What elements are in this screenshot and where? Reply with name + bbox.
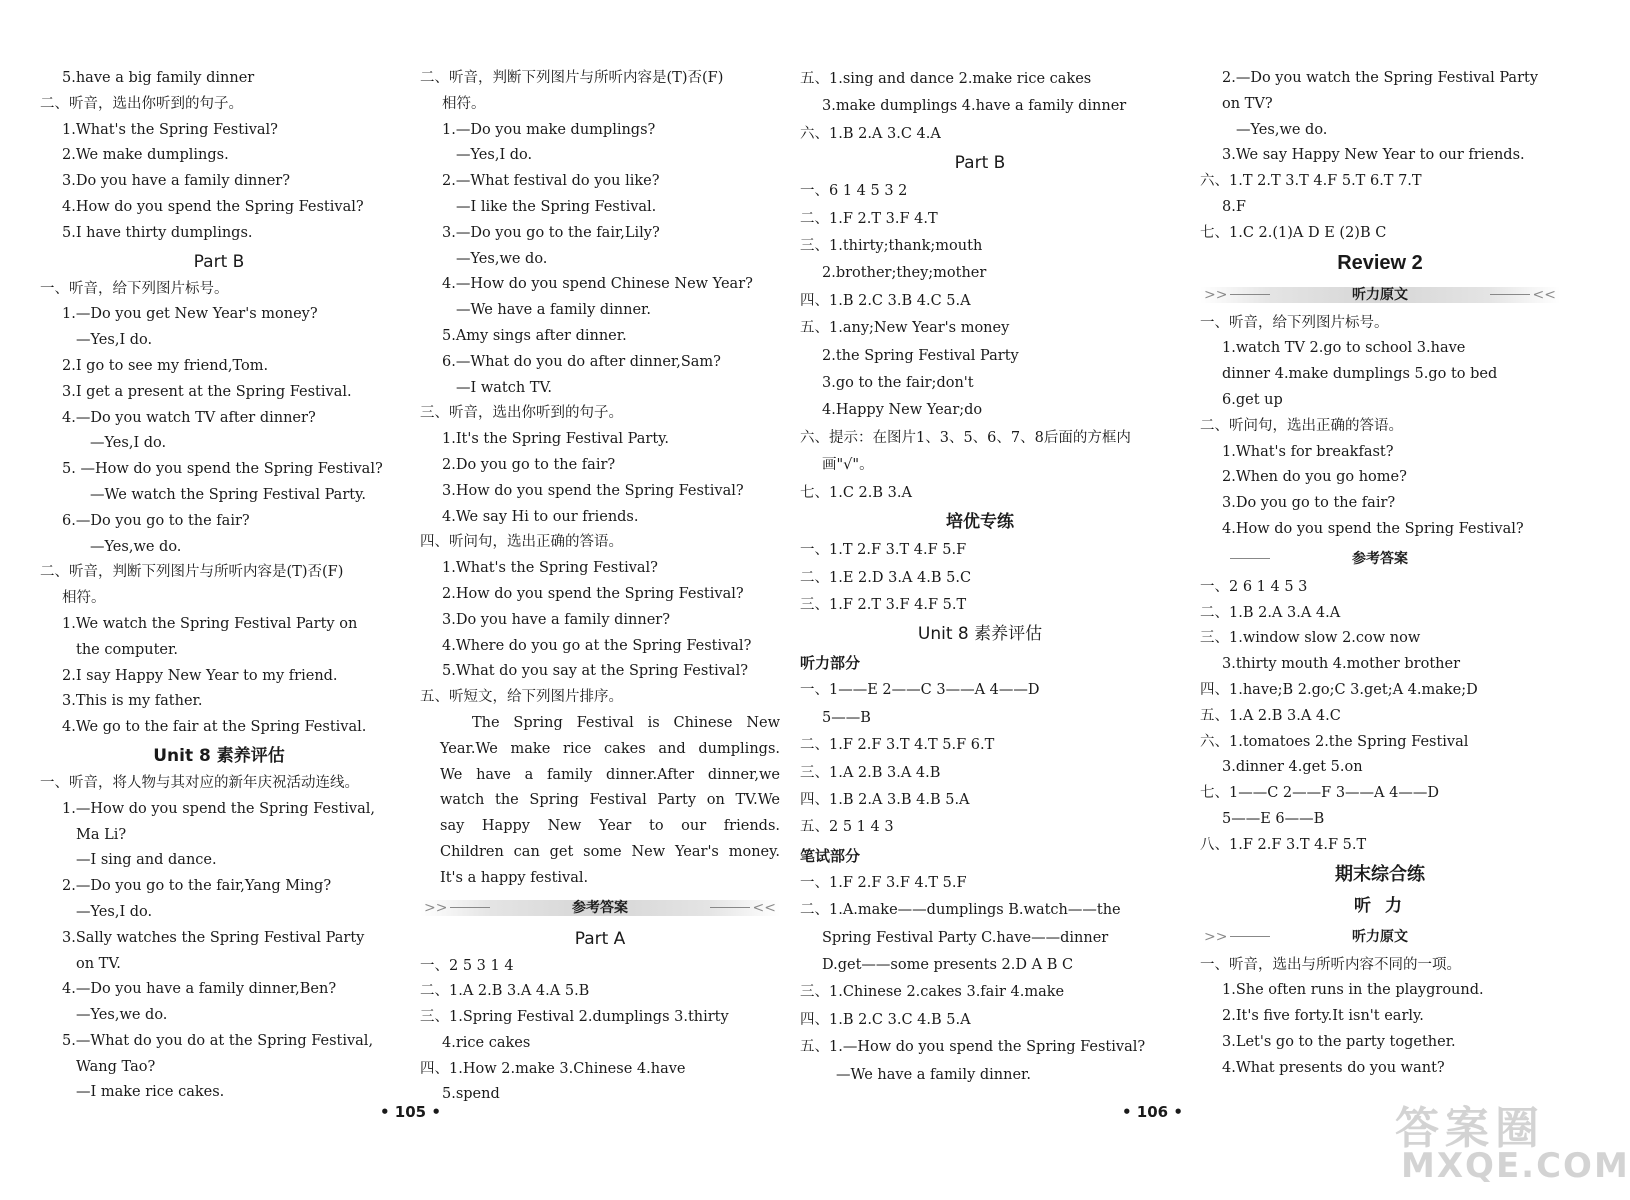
text-line: 2.I go to see my friend,Tom. bbox=[62, 357, 269, 374]
text-line: 3.—Do you go to the fair,Lily? bbox=[442, 224, 660, 241]
section-heading: 二、听音，判断下列图片与所听内容是(T)否(F) bbox=[40, 564, 344, 581]
passage-line: say Happy New Year to our friends. bbox=[440, 818, 780, 835]
text-line: 5.—What do you do at the Spring Festival, bbox=[62, 1032, 374, 1049]
column-2 bbox=[420, 66, 780, 1108]
answer-line: Spring Festival Party C.have——dinner bbox=[822, 929, 1109, 946]
text-line: —We have a family dinner. bbox=[456, 302, 651, 319]
answer-line: 一、1.T 2.F 3.T 4.F 5.F bbox=[800, 542, 967, 559]
watermark bbox=[1395, 1092, 1630, 1192]
column-4 bbox=[1200, 66, 1560, 1082]
answer-line: 四、1.B 2.C 3.C 4.B 5.A bbox=[800, 1011, 971, 1028]
answer-line: 五、1.any;New Year's money bbox=[800, 320, 1010, 337]
text-line: 3.This is my father. bbox=[62, 693, 203, 710]
text-line: 4.How do you spend the Spring Festival? bbox=[1222, 520, 1524, 537]
watermark-url: MXQE.COM bbox=[1401, 1146, 1630, 1186]
subsection-title: 笔试部分 bbox=[800, 846, 861, 865]
answer-line: —We have a family dinner. bbox=[836, 1066, 1031, 1083]
text-line: 3.Do you have a family dinner? bbox=[62, 173, 291, 190]
answer-line: 三、1.F 2.T 3.F 4.F 5.T bbox=[800, 596, 967, 613]
text-line: 3.Do you have a family dinner? bbox=[442, 611, 671, 628]
text-line: 1.We watch the Spring Festival Party on bbox=[62, 615, 358, 632]
text-line: 5. —How do you spend the Spring Festival? bbox=[62, 461, 383, 478]
text-line: —Yes,we do. bbox=[456, 250, 548, 267]
text-line: 1.What's for breakfast? bbox=[1222, 443, 1394, 460]
answer-line: 5.spend bbox=[442, 1086, 500, 1103]
text-line: 5.have a big family dinner bbox=[62, 70, 255, 86]
answer-line: 七、1——C 2——F 3——A 4——D bbox=[1200, 785, 1439, 802]
answer-line: 3.go to the fair;don't bbox=[822, 375, 974, 392]
answer-line: 3.make dumplings 4.have a family dinner bbox=[822, 98, 1127, 115]
text-line: 1.—Do you get New Year's money? bbox=[62, 306, 318, 323]
answer-line: 二、1.E 2.D 3.A 4.B 5.C bbox=[800, 569, 972, 586]
text-line: 6.—Do you go to the fair? bbox=[62, 512, 250, 529]
answers-banner bbox=[420, 894, 780, 922]
text-line: 5.Amy sings after dinner. bbox=[442, 327, 627, 344]
arrow-left-icon: << bbox=[752, 899, 776, 916]
part-heading: Part A bbox=[574, 928, 626, 949]
text-line: 4.—How do you spend Chinese New Year? bbox=[442, 276, 753, 293]
answer-line: 4.Happy New Year;do bbox=[822, 402, 983, 419]
unit-heading: Unit 8 素养评估 bbox=[153, 745, 285, 766]
text-line: 3.I get a present at the Spring Festival. bbox=[62, 383, 352, 400]
answer-line: 一、6 1 4 5 3 2 bbox=[800, 183, 908, 200]
text-line: 3.How do you spend the Spring Festival? bbox=[442, 482, 744, 499]
answer-line: 5——E 6——B bbox=[1222, 810, 1325, 827]
text-line: 1.—Do you make dumplings? bbox=[442, 121, 656, 138]
banner-title: 听力原文 bbox=[1352, 286, 1408, 303]
column-1 bbox=[40, 66, 398, 1106]
page-number-right: • 106 • bbox=[1122, 1103, 1183, 1121]
section-title: 培优专练 bbox=[946, 512, 1014, 533]
text-line: 2.We make dumplings. bbox=[62, 147, 229, 164]
arrow-right-icon: >> bbox=[424, 899, 448, 916]
text-line: Ma Li? bbox=[76, 826, 127, 843]
arrow-right-icon: >> bbox=[1204, 928, 1228, 945]
answer-line: 六、1.tomatoes 2.the Spring Festival bbox=[1200, 733, 1469, 750]
banner-title: 听力原文 bbox=[1352, 928, 1408, 945]
text-line: —Yes,I do. bbox=[76, 903, 153, 920]
banner-title: 参考答案 bbox=[572, 899, 628, 916]
text-line: 2.When do you go home? bbox=[1222, 469, 1407, 486]
part-heading: Part B bbox=[954, 153, 1006, 174]
section-heading: 二、听问句，选出正确的答语。 bbox=[1200, 417, 1403, 434]
text-line: 1.What's the Spring Festival? bbox=[62, 121, 278, 138]
text-line: —I like the Spring Festival. bbox=[456, 198, 657, 215]
text-line: —I sing and dance. bbox=[76, 852, 217, 869]
answer-line: 二、1.B 2.A 3.A 4.A bbox=[1200, 604, 1341, 621]
transcript-banner bbox=[1200, 281, 1560, 309]
answer-line: 二、1.A 2.B 3.A 4.A 5.B bbox=[420, 983, 590, 1000]
text-line: 3.Do you go to the fair? bbox=[1222, 495, 1396, 512]
answer-line: 六、1.B 2.A 3.C 4.A bbox=[800, 125, 941, 142]
answer-line: 五、1.—How do you spend the Spring Festival? bbox=[800, 1039, 1146, 1056]
answer-line: 5——B bbox=[822, 709, 871, 726]
text-line: on TV. bbox=[76, 955, 121, 972]
answer-line: 四、1.B 2.C 3.B 4.C 5.A bbox=[800, 292, 971, 309]
answer-line: 三、1.thirty;thank;mouth bbox=[800, 238, 983, 255]
passage-line: watch the Spring Festival Party on TV.We bbox=[440, 792, 780, 809]
answer-line: 一、1.F 2.F 3.F 4.T 5.F bbox=[800, 874, 967, 891]
section-heading: 二、听音，判断下列图片与所听内容是(T)否(F) bbox=[420, 70, 724, 86]
passage-line: Children can get some New Year's money. bbox=[440, 843, 780, 860]
text-line: 4.We say Hi to our friends. bbox=[442, 508, 639, 525]
answers-banner bbox=[1200, 545, 1560, 573]
text-line: —Yes,we do. bbox=[1236, 121, 1328, 138]
final-review-heading: 期末综合练 bbox=[1335, 863, 1425, 885]
answer-line: 2.the Spring Festival Party bbox=[822, 347, 1019, 364]
answer-line: 五、1.A 2.B 3.A 4.C bbox=[1200, 707, 1341, 724]
review-heading: Review 2 bbox=[1337, 251, 1423, 274]
answer-line: 三、1.window slow 2.cow now bbox=[1200, 630, 1421, 647]
answer-line: 五、1.sing and dance 2.make rice cakes bbox=[800, 71, 1092, 87]
answer-line: 二、1.A.make——dumplings B.watch——the bbox=[800, 902, 1121, 919]
watermark-text: 答案圈 bbox=[1395, 1103, 1545, 1154]
text-line: —Yes,we do. bbox=[76, 1007, 168, 1024]
answer-line: 2.brother;they;mother bbox=[822, 265, 987, 282]
answer-line: 八、1.F 2.F 3.T 4.F 5.T bbox=[1200, 836, 1367, 853]
page-number-left: • 105 • bbox=[380, 1103, 441, 1121]
answer-line: 三、1.Chinese 2.cakes 3.fair 4.make bbox=[800, 984, 1065, 1001]
text-line: 4.Where do you go at the Spring Festival? bbox=[442, 637, 752, 654]
unit-heading: Unit 8 素养评估 bbox=[917, 624, 1043, 645]
text-line: 2.It's five forty.It isn't early. bbox=[1222, 1008, 1424, 1025]
subsection-title: 听力部分 bbox=[800, 654, 861, 673]
answer-line: 画"√"。 bbox=[822, 457, 874, 474]
text-line: —Yes,I do. bbox=[76, 332, 153, 349]
answer-line: 二、1.F 2.T 3.F 4.T bbox=[800, 210, 938, 227]
text-line: 1.—How do you spend the Spring Festival, bbox=[62, 800, 375, 817]
section-heading: 三、听音，选出你听到的句子。 bbox=[420, 405, 623, 422]
answer-line: 三、1.Spring Festival 2.dumplings 3.thirty bbox=[420, 1009, 729, 1026]
answer-line: 3.dinner 4.get 5.on bbox=[1222, 759, 1363, 776]
passage-line: Year.We make rice cakes and dumplings. bbox=[440, 740, 780, 757]
arrow-left-icon: << bbox=[1532, 286, 1556, 303]
section-heading: 一、听音，将人物与其对应的新年庆祝活动连线。 bbox=[40, 774, 359, 791]
section-heading: 五、听短文，给下列图片排序。 bbox=[420, 689, 623, 706]
part-heading: Part B bbox=[193, 251, 245, 272]
text-line: 2.Do you go to the fair? bbox=[442, 456, 616, 473]
section-heading: 一、听音，给下列图片标号。 bbox=[1200, 314, 1389, 331]
text-line: 5.What do you say at the Spring Festival? bbox=[442, 663, 748, 680]
passage-line: The Spring Festival is Chinese New bbox=[472, 714, 780, 731]
text-line: 6.get up bbox=[1222, 391, 1283, 408]
answer-line: 一、1——E 2——C 3——A 4——D bbox=[800, 682, 1040, 699]
text-line: on TV? bbox=[1222, 95, 1273, 112]
text-line: 3.Let's go to the party together. bbox=[1222, 1033, 1456, 1050]
text-line: 2.—What festival do you like? bbox=[442, 173, 660, 190]
answer-line: D.get——some presents 2.D A B C bbox=[822, 956, 1074, 973]
answer-line: 七、1.C 2.(1)A D E (2)B C bbox=[1200, 224, 1387, 241]
answer-line: 七、1.C 2.B 3.A bbox=[800, 484, 912, 501]
text-line: 1.It's the Spring Festival Party. bbox=[442, 431, 670, 448]
answer-line: 四、1.How 2.make 3.Chinese 4.have bbox=[420, 1060, 686, 1077]
text-line: 3.Sally watches the Spring Festival Party bbox=[62, 929, 365, 946]
text-line: —Yes,I do. bbox=[456, 147, 533, 164]
text-line: 1.She often runs in the playground. bbox=[1222, 982, 1484, 999]
answer-line: 四、1.have;B 2.go;C 3.get;A 4.make;D bbox=[1200, 681, 1478, 698]
section-heading: 一、听音，选出与所听内容不同的一项。 bbox=[1200, 956, 1461, 973]
text-line: 5.I have thirty dumplings. bbox=[62, 224, 253, 241]
answer-line: 一、2 5 3 1 4 bbox=[420, 957, 514, 974]
answer-line: 8.F bbox=[1222, 198, 1246, 215]
passage-line: We have a family dinner.After dinner,we bbox=[440, 766, 780, 783]
text-line: 2.—Do you go to the fair,Yang Ming? bbox=[62, 878, 332, 895]
text-line: 相符。 bbox=[62, 590, 106, 607]
text-line: —Yes,we do. bbox=[90, 538, 182, 555]
text-line: 4.What presents do you want? bbox=[1222, 1059, 1445, 1076]
text-line: —We watch the Spring Festival Party. bbox=[90, 486, 366, 503]
banner-title: 参考答案 bbox=[1352, 550, 1408, 567]
text-line: 1.watch TV 2.go to school 3.have bbox=[1222, 340, 1466, 357]
listening-heading: 听 力 bbox=[1354, 895, 1406, 916]
text-line: —Yes,I do. bbox=[90, 435, 167, 452]
text-line: 2.I say Happy New Year to my friend. bbox=[62, 667, 338, 684]
text-line: 2.How do you spend the Spring Festival? bbox=[442, 585, 744, 602]
text-line: 2.—Do you watch the Spring Festival Party bbox=[1222, 70, 1539, 86]
text-line: 相符。 bbox=[442, 95, 486, 112]
section-heading: 二、听音，选出你听到的句子。 bbox=[40, 95, 243, 112]
text-line: 1.What's the Spring Festival? bbox=[442, 560, 658, 577]
text-line: —I make rice cakes. bbox=[76, 1084, 225, 1101]
column-3 bbox=[800, 66, 1160, 1089]
passage-line: It's a happy festival. bbox=[440, 869, 589, 886]
text-line: 4.—Do you have a family dinner,Ben? bbox=[62, 981, 337, 998]
answer-line: 3.thirty mouth 4.mother brother bbox=[1222, 656, 1461, 673]
text-line: 4.—Do you watch TV after dinner? bbox=[62, 409, 316, 426]
text-line: 4.We go to the fair at the Spring Festival. bbox=[62, 719, 367, 736]
text-line: the computer. bbox=[76, 641, 178, 658]
answer-line: 四、1.B 2.A 3.B 4.B 5.A bbox=[800, 791, 970, 808]
answer-line: 一、2 6 1 4 5 3 bbox=[1200, 578, 1308, 595]
arrow-right-icon: >> bbox=[1204, 286, 1228, 303]
answer-line: 六、1.T 2.T 3.T 4.F 5.T 6.T 7.T bbox=[1200, 173, 1422, 190]
text-line: dinner 4.make dumplings 5.go to bed bbox=[1222, 366, 1498, 383]
text-line: 4.How do you spend the Spring Festival? bbox=[62, 198, 364, 215]
text-line: Wang Tao? bbox=[76, 1058, 156, 1075]
text-line: —I watch TV. bbox=[456, 379, 553, 396]
answer-line: 三、1.A 2.B 3.A 4.B bbox=[800, 764, 941, 781]
text-line: 6.—What do you do after dinner,Sam? bbox=[442, 353, 721, 370]
answer-line: 五、2 5 1 4 3 bbox=[800, 819, 894, 836]
text-line: 3.We say Happy New Year to our friends. bbox=[1222, 147, 1525, 164]
section-heading: 一、听音，给下列图片标号。 bbox=[40, 280, 229, 297]
transcript-banner bbox=[1200, 923, 1560, 951]
section-heading: 四、听问句，选出正确的答语。 bbox=[420, 534, 623, 551]
answer-line: 4.rice cakes bbox=[442, 1034, 531, 1051]
answer-line: 二、1.F 2.F 3.T 4.T 5.F 6.T bbox=[800, 737, 995, 754]
answer-line: 六、提示：在图片1、3、5、6、7、8后面的方框内 bbox=[800, 429, 1131, 446]
